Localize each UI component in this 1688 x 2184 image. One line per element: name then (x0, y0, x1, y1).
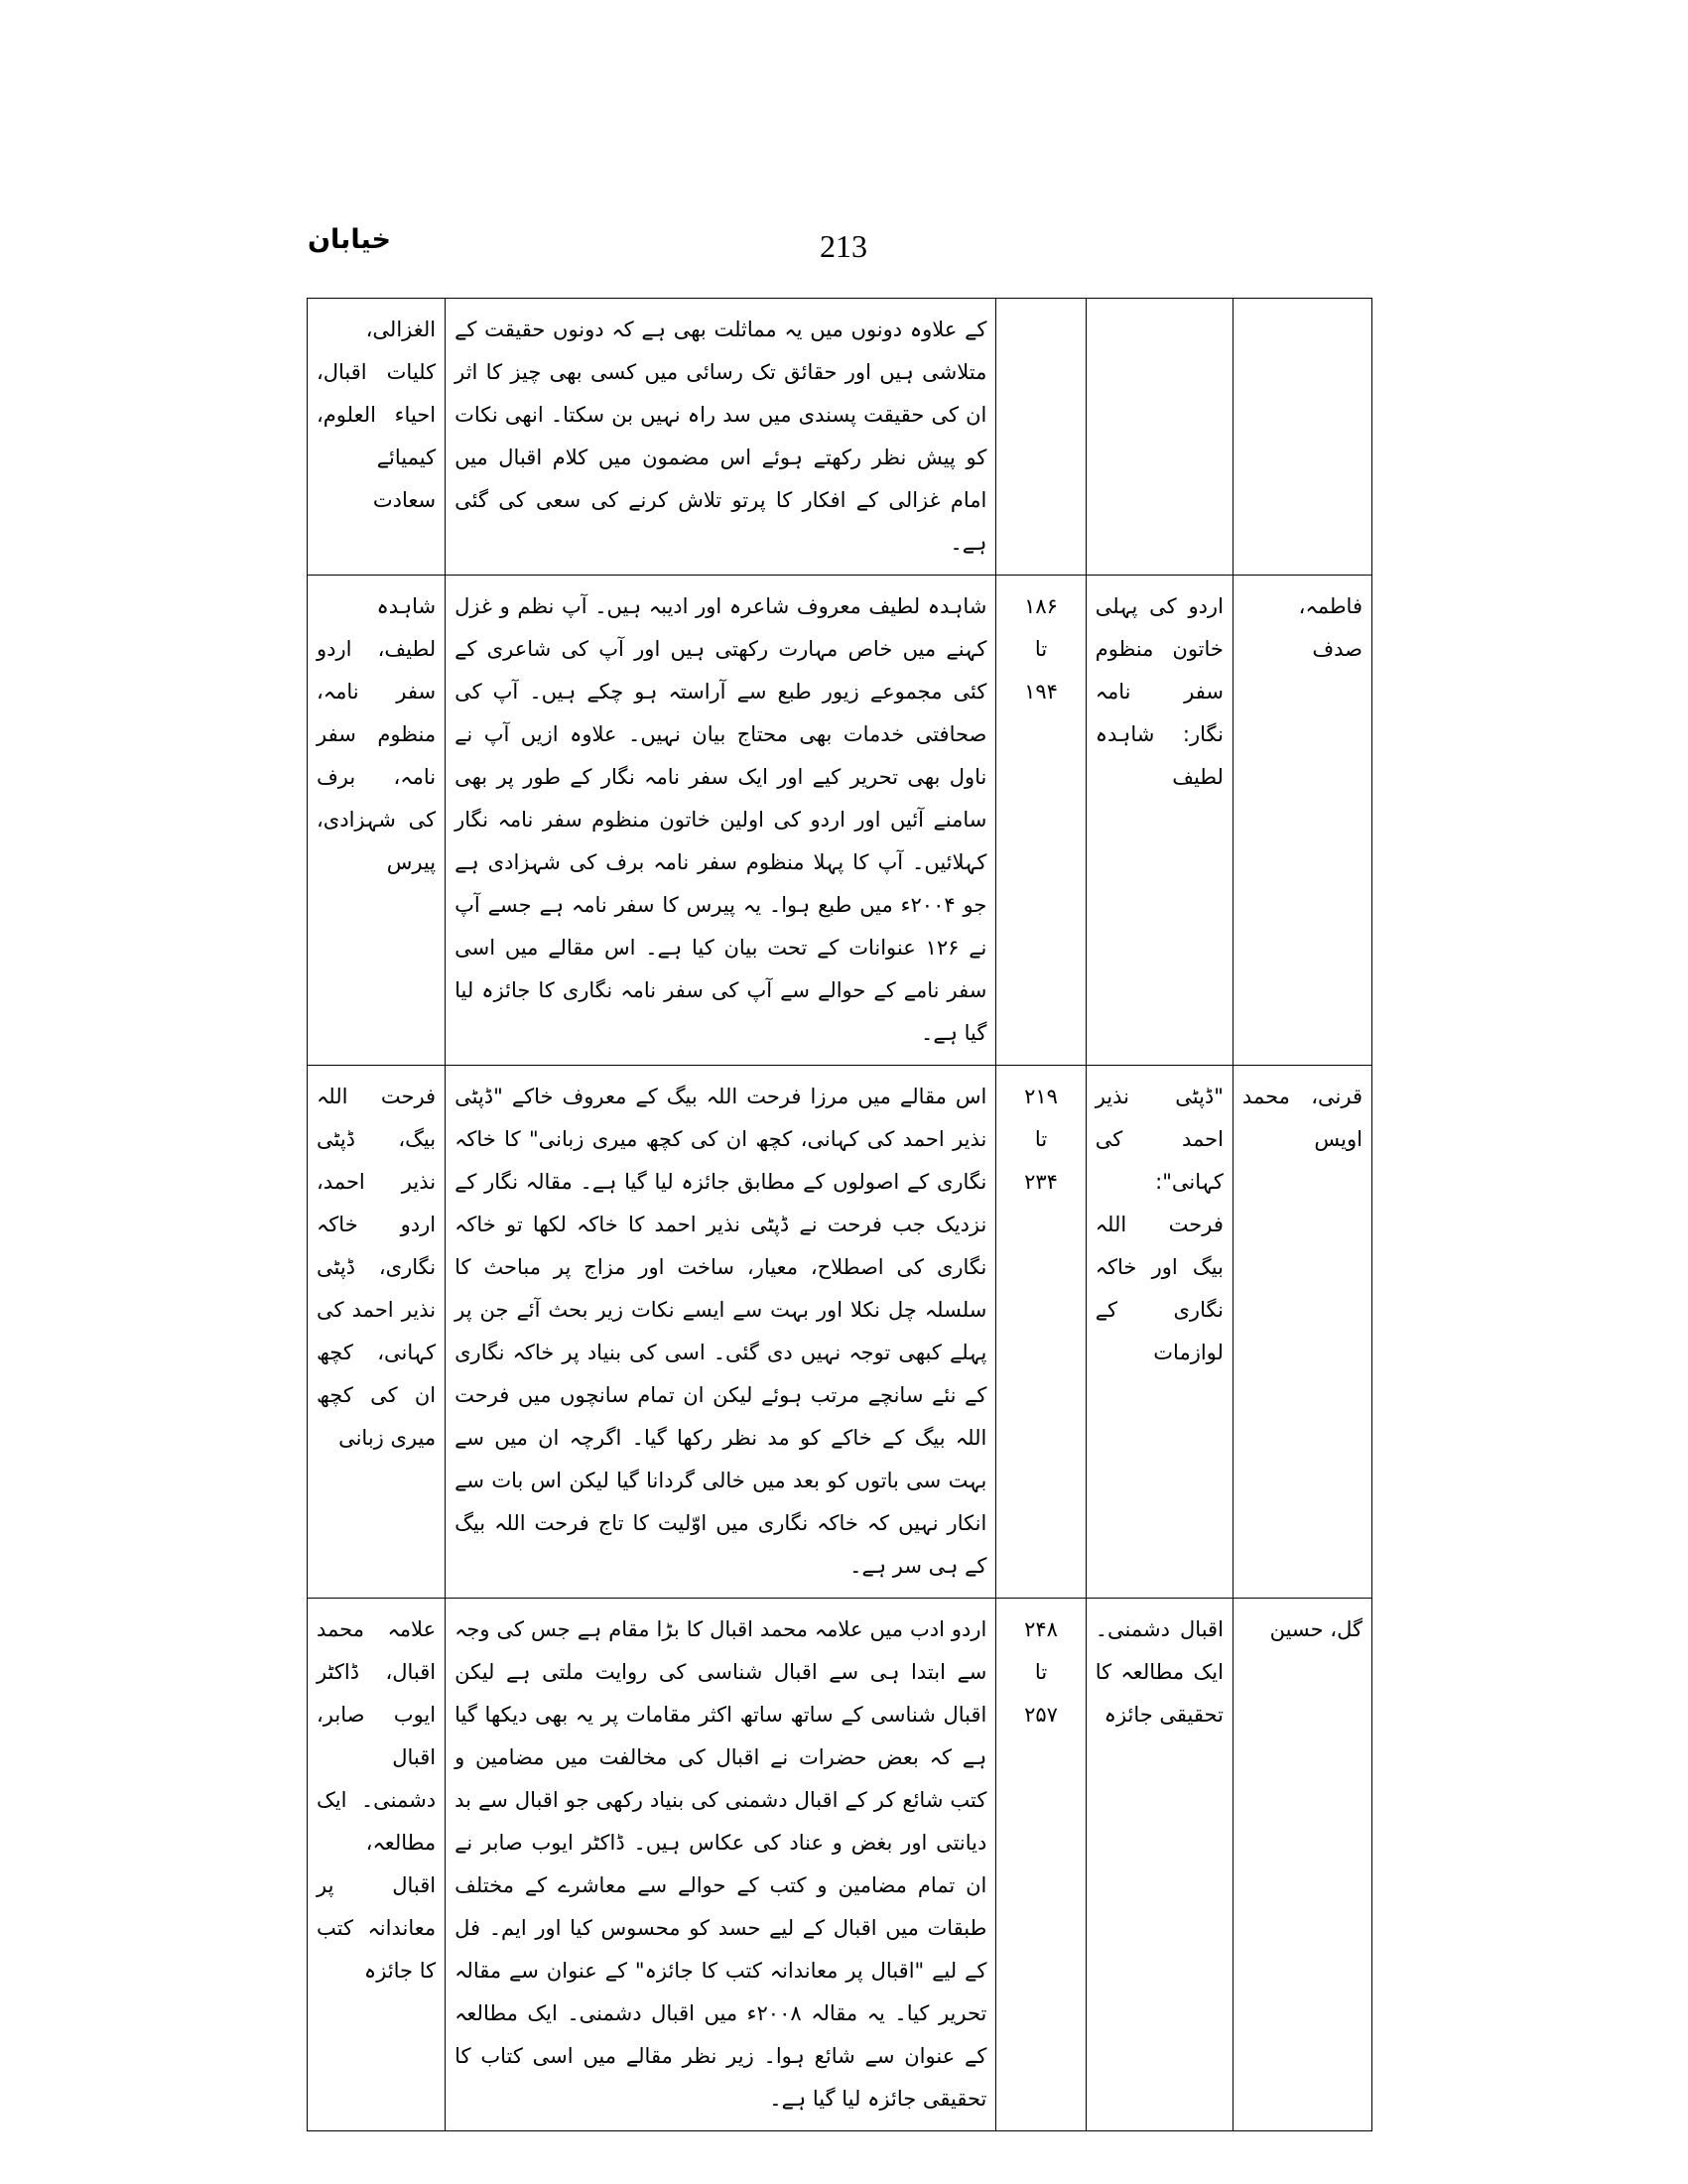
table-row (308, 299, 1372, 576)
author-cell: قرنی، محمد اویس (1233, 1066, 1371, 1599)
page-sep: تا (1034, 1127, 1048, 1151)
page-to: ۲۵۷ (1024, 1703, 1058, 1727)
summary-cell: اس مقالے میں مرزا فرحت اللہ بیگ کے معروف خاکے "ڈپٹی نذیر احمد کی کہانی، کچھ ان کی کچھ میری زبانی" کا خاکہ نگاری کے اصولوں کے مطابق جائزہ لیا گیا ہے۔ مقالہ نگار کے نزدیک جب فرحت نے ڈپٹی نذیر احمد کا خاکہ لکھا تو خاکہ نگاری کی اصطلاح، معیار، ساخت اور مزاج پر مباحث کا سلسلہ چل نکلا اور بہت سے ایسے نکات زیر بحث آئے جن پر پہلے کبھی توجہ نہیں دی گئی۔ اسی کی بنیاد پر خاکہ نگاری کے نئے سانچے مرتب ہوئے لیکن ان تمام سانچوں میں فرحت اللہ بیگ کے خاکے کو مد نظر رکھا گیا۔ اگرچہ ان میں سے بہت سی باتوں کو بعد میں خالی گردانا گیا لیکن اس بات سے انکار نہیں کہ خاکہ نگاری میں اوّلیت کا تاج فرحت اللہ بیگ کے ہی سر ہے۔ (446, 1066, 996, 1599)
page-to: ۲۳۴ (1024, 1170, 1058, 1194)
page-sep: تا (1034, 1660, 1048, 1684)
article-title-cell: اردو کی پہلی خاتون منظوم سفر نامہ نگار: شاہدہ لطیف (1086, 576, 1233, 1066)
page-range-cell (996, 576, 1086, 1066)
page-to: ۱۹۴ (1024, 680, 1058, 704)
page-range-cell (996, 1599, 1086, 2131)
page-range-cell (996, 299, 1086, 576)
table-row (308, 1066, 1372, 1599)
article-title-cell (1086, 299, 1233, 576)
author-cell: فاطمہ، صدف (1233, 576, 1371, 1066)
summary-cell: شاہدہ لطیف معروف شاعرہ اور ادیبہ ہیں۔ آپ نظم و غزل کہنے میں خاص مہارت رکھتی ہیں اور آپ کی شاعری کے کئی مجموعے زیور طبع سے آراستہ ہو چکے ہیں۔ آپ کی صحافتی خدمات بھی محتاج بیان نہیں۔ علاوہ ازیں آپ نے ناول بھی تحریر کیے اور ایک سفر نامہ نگار کے طور پر بھی سامنے آئیں اور اردو کی اولین خاتون منظوم سفر نامہ نگار کہلائیں۔ آپ کا پہلا منظوم سفر نامہ برف کی شہزادی ہے جو ۲۰۰۴ء میں طبع ہوا۔ یہ پیرس کا سفر نامہ ہے جسے آپ نے ۱۲۶ عنوانات کے تحت بیان کیا ہے۔ اس مقالے میں اسی سفر نامے کے حوالے سے آپ کی سفر نامہ نگاری کا جائزہ لیا گیا ہے۔ (446, 576, 996, 1066)
author-cell (1233, 299, 1371, 576)
page-range-cell (996, 1066, 1086, 1599)
table-row (308, 1599, 1372, 2131)
summary-cell: اردو ادب میں علامہ محمد اقبال کا بڑا مقام ہے جس کی وجہ سے ابتدا ہی سے اقبال شناسی کی روایت ملتی ہے لیکن اقبال شناسی کے ساتھ ساتھ اکثر مقامات پر یہ بھی دیکھا گیا ہے کہ بعض حضرات نے اقبال کی مخالفت میں مضامین و کتب شائع کر کے اقبال دشمنی کی بنیاد رکھی جو اقبال سے بد دیانتی اور بغض و عناد کی عکاس ہیں۔ ڈاکٹر ایوب صابر نے ان تمام مضامین و کتب کے حوالے سے معاشرے کے مختلف طبقات میں اقبال کے لیے حسد کو محسوس کیا اور ایم۔ فل کے لیے "اقبال پر معاندانہ کتب کا جائزہ" کے عنوان سے مقالہ تحریر کیا۔ یہ مقالہ ۲۰۰۸ء میں اقبال دشمنی۔ ایک مطالعہ کے عنوان سے شائع ہوا۔ زیر نظر مقالے میں اسی کتاب کا تحقیقی جائزہ لیا گیا ہے۔ (446, 1599, 996, 2131)
page-from: ۲۴۸ (1024, 1617, 1058, 1641)
article-title-cell: "ڈپٹی نذیر احمد کی کہانی": فرحت اللہ بیگ اور خاکہ نگاری کے لوازمات (1086, 1066, 1233, 1599)
author-cell: گل، حسین (1233, 1599, 1371, 2131)
table-row (308, 576, 1372, 1066)
summary-cell: کے علاوہ دونوں میں یہ مماثلت بھی ہے کہ دونوں حقیقت کے متلاشی ہیں اور حقائق تک رسائی میں کسی بھی چیز کا اثر ان کی حقیقت پسندی میں سد راہ نہیں بن سکتا۔ انھی نکات کو پیش نظر رکھتے ہوئے اس مضمون میں کلام اقبال میں امام غزالی کے افکار کا پرتو تلاش کرنے کی سعی کی گئی ہے۔ (446, 299, 996, 576)
article-title-cell: اقبال دشمنی۔ ایک مطالعہ کا تحقیقی جائزہ (1086, 1599, 1233, 2131)
keywords-cell: الغزالی، کلیات اقبال، احیاء العلوم، کیمیائے سعادت (308, 299, 446, 576)
page-from: ۱۸۶ (1024, 594, 1058, 618)
page-from: ۲۱۹ (1024, 1085, 1058, 1108)
article-index-table (307, 298, 1372, 2131)
keywords-cell: علامہ محمد اقبال، ڈاکٹر ایوب صابر، اقبال دشمنی۔ ایک مطالعہ، اقبال پر معاندانہ کتب کا جائزہ (308, 1599, 446, 2131)
page-sep: تا (1034, 637, 1048, 661)
keywords-cell: فرحت اللہ بیگ، ڈپٹی نذیر احمد، اردو خاکہ نگاری، ڈپٹی نذیر احمد کی کہانی، کچھ ان کی کچھ میری زبانی (308, 1066, 446, 1599)
journal-title: خیابان (308, 224, 391, 255)
keywords-cell: شاہدہ لطیف، اردو سفر نامہ، منظوم سفر نامہ، برف کی شہزادی، پیرس (308, 576, 446, 1066)
page-number: 213 (820, 228, 867, 264)
